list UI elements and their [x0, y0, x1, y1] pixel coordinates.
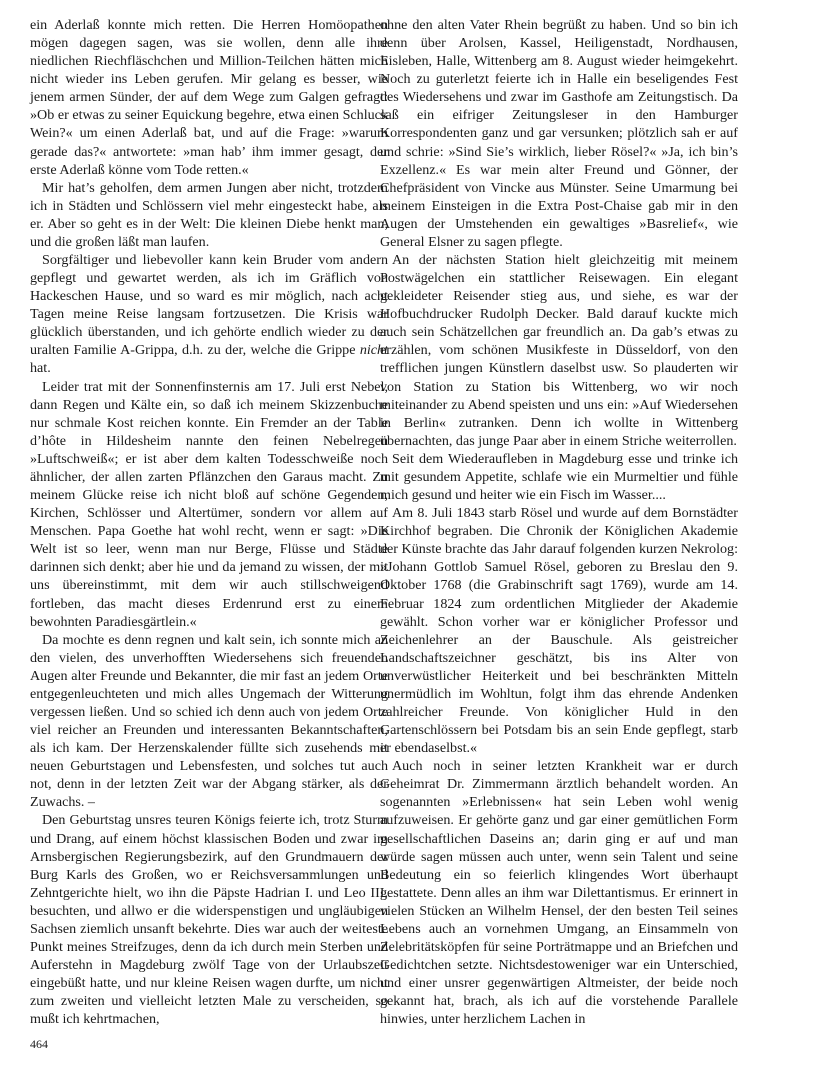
paragraph — [30, 251, 388, 378]
paragraph: ein Aderlaß konnte mich retten. Die Herren Homöopathen mögen dagegen sagen, was sie wollen, denn alle ihre niedlichen Riechfläschchen und Million-Teilchen hätten mich nicht wieder ins Leben gerufen. Mir gelang es besser, wie jenem armen Sünder, der auf dem Wege zum Galgen gefragt: »Ob er etwas zu seiner Equickung begehre, etwa einen Schluck Wein?« um einen Aderlaß bat, und auf die Frage: »warum gerade das?« antwortete: »man hab’ ihm immer gesagt, der erste Aderlaß könne vom Tode retten.« — [30, 17, 388, 178]
paragraph-tail: hat. — [30, 360, 51, 377]
paragraph: Da mochte es denn regnen und kalt sein, ich sonnte mich an den vielen, des unverhofften Wiedersehens sich freuenden Augen alter Freunde und Bekannter, die mir fast an jedem Orte entgegenleuchteten und mich alles Ungemach der Witterung vergessen ließen. Und so schied ich denn auch von jedem Orte viel reicher an Freunden und interessanten Bekanntschaften, als ich kam. Der Herzenskalender füllte sich zusehends mit neuen Geburtstagen und Lebensfesten, und solches tut auch not, denn in der letzten Zeit war der Abgang stärker, als der Zuwachs. – — [30, 631, 388, 811]
right-column — [380, 16, 738, 1028]
paragraph: Auch noch in seiner letzten Krankheit war er durch Geheimrat Dr. Zimmermann ärztlich behandelt worden. An sogenannten »Erlebnissen« hat sein Leben wohl wenig aufzuweisen. Er gehörte ganz und gar einer gemütlichen Form gesellschaftlichen Daseins an; darin ging er auf und man würde sagen müssen auch unter, wenn sein Talent und seine Bedeutung ein so feierlich klingendes Wort überhaupt gestattete. Denn alles an ihm war Dilettantismus. Er erinnert in vielen Stücken an Wilhelm Hensel, der den besten Teil seines Lebens auch an vornehmen Umgang, an Einsammeln von Zelebritätsköpfen für seine Porträtmappe und an Briefchen und Gedichtchen setzte. Nichtsdestoweniger war ein Unterschied, und einer unsrer gegenwärtigen Altmeister, der beide noch gekannt hat, brach, als ich auf die vorstehende Parallele hinwies, unter herzlichem Lachen in — [380, 758, 738, 1028]
paragraph: Den Geburtstag unsres teuren Königs feierte ich, trotz Sturm und Drang, auf einem höchst klassischen Boden und zwar im Arnsbergischen Regierungsbezirk, auf den Grundmauern der Burg Karls des Großen, wo er Reichsversammlungen und Zehntgerichte hielt, wo ihn die Päpste Hadrian I. und Leo III. besuchten, und allwo er die widerspenstigen und ungläubigen Sachsen ziemlich unsanft bekehrte. Dies war auch der weiteste Punkt meines Streifzuges, denn da ich durch mein Sterben und Auferstehn in Magdeburg zwölf Tage von der Urlaubszeit eingebüßt hatte, und nur kleine Reisen wagen durfte, um nicht zum zweiten und vielleicht letzten Male zu verscheiden, so mußt ich kehrtmachen, — [30, 812, 388, 1028]
page-number: 464 — [30, 1037, 48, 1051]
paragraph-text: Sorgfältiger und liebevoller kann kein Bruder vom andern gepflegt und gewartet werden, als ich im Gräflich von Hackeschen Hause, und so ward es mir möglich, nach acht Tagen meine Reise langsam fortzusetzen. Die Krisis war glücklich überstanden, und ich gehörte endlich wieder zu der uralten Familie A-Grippa, d.h. zu der, welche die Grippe — [30, 252, 388, 359]
paragraph: An der nächsten Station hielt gleichzeitig mit meinem Postwägelchen ein stattlicher Reisewagen. Ein elegant gekleideter Reisender stieg aus, und siehe, es war der Hofbuchdrucker Rudolph Decker. Bald darauf kuckte mich auch sein Schätzellchen gar freundlich an. Da gab’s etwas zu erzählen, vom schönen Musikfeste in Düsseldorf, von den trefflichen jungen Künstlern daselbst usw. So plauderten wir von Station zu Station bis Wittenberg, wo wir noch miteinander zu Abend speisten und uns ein: »Auf Wiedersehen in Berlin« zutranken. Denn ich wollte in Wittenberg übernachten, das junge Paar aber in einem Striche weiterrollen. — [380, 252, 738, 449]
paragraph: Am 8. Juli 1843 starb Rösel und wurde auf dem Bornstädter Kirchhof begraben. Die Chronik der Königlichen Akademie der Künste brachte das Jahr darauf folgenden kurzen Nekrolog: »Johann Gottlob Samuel Rösel, geboren zu Breslau den 9. Oktober 1768 (die Grabinschrift sagt 1769), wurde am 14. Februar 1824 zum ordentlichen Mitglieder der Akademie gewählt. Schon vorher war er königlicher Professor und Zeichenlehrer an der Bauschule. Als geistreicher Landschaftszeichner geschätzt, bis ins Alter von unverwüstlicher Heiterkeit und bei beschränkten Mitteln unermüdlich im Wohltun, folgt ihm das ehrende Andenken zahlreicher Freunde. Von königlicher Huld in den Gartenschlössern bei Potsdam bis an sein Ende gepflegt, starb er ebendaselbst.« — [380, 505, 738, 757]
left-column — [30, 16, 388, 1028]
paragraph: ohne den alten Vater Rhein begrüßt zu haben. Und so bin ich denn über Arolsen, Kassel, Heiligenstadt, Nordhausen, Eisleben, Halle, Wittenberg am 8. August wieder heimgekehrt. Noch zu guterletzt feierte ich in Halle ein beseligendes Fest des Wiedersehens und zwar im Gasthofe am Zeitungstisch. Da saß ein eifriger Zeitungsleser in den Hamburger Korrespondenten ganz und gar versunken; plötzlich sah er auf und schrie: »Sind Sie’s wirklich, lieber Rösel?« »Ja, ich bin’s Exzellenz.« Es war mein alter Freund und Gönner, der Chefpräsident von Vincke aus Münster. Seine Umarmung bei meinem Einsteigen in die Extra Post-Chaise gab mir in den Augen der Umstehenden ein gewaltiges »Basrelief«, wie General Elsner zu sagen pflegte. — [380, 17, 738, 250]
paragraph: Seit dem Wiederaufleben in Magdeburg esse und trinke ich mit gesundem Appetite, schlafe wie ein Murmeltier und fühle mich gesund und heiter wie ein Fisch im Wasser.... — [380, 450, 738, 504]
emphasis-word: nicht — [359, 342, 388, 359]
paragraph: Mir hat’s geholfen, dem armen Jungen aber nicht, trotzdem ich in Städten und Schlössern viel mehr eingesteckt habe, als er. Aber so geht es in der Welt: Die kleinen Diebe henkt man, und die großen läßt man laufen. — [30, 179, 388, 250]
paragraph: Leider trat mit der Sonnenfinsternis am 17. Juli erst Nebel, dann Regen und Kälte ein, so daß ich meinem Skizzenbuche nur schmale Kost reichen konnte. Ein Fremder an der Table d’hôte in Hildesheim nannte den feinen Nebelregen »Luftschweiß«; er ist aber dem kalten Todesschweiße noch ähnlicher, der allen zarten Pflänzchen den Garaus macht. Zu meinem Glücke reise ich nicht bloß auf schöne Gegenden, Kirchen, Schlösser und Altertümer, sondern vor allem auf Menschen. Papa Goethe hat wohl recht, wenn er sagt: »Die Welt ist so leer, wenn man nur Berge, Flüsse und Städte darinnen sich denkt; aber hie und da jemand zu wissen, der mit uns übereinstimmt, mit dem wir auch stillschweigend fortleben, das macht dieses Erdenrund erst zu einem bewohnten Paradiesgärtlein.« — [30, 378, 388, 630]
